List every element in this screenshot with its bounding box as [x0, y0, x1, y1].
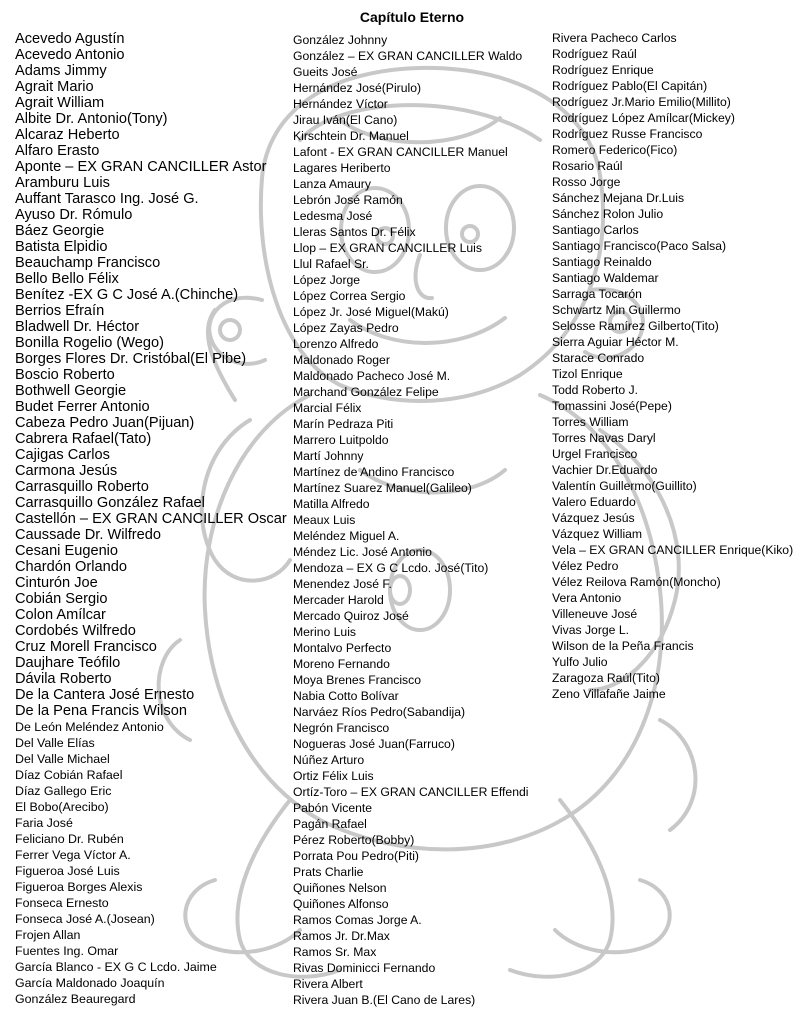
name-entry: Matilla Alfredo: [293, 497, 370, 511]
name-entry: Rivas Dominicci Fernando: [293, 961, 436, 975]
name-entry: Hernández Víctor: [293, 97, 388, 111]
name-entry: Zaragoza Raúl(Tito): [552, 671, 660, 685]
name-entry: Vázquez Jesús: [552, 511, 635, 525]
name-entry: Lagares Heriberto: [293, 161, 391, 175]
name-entry: Marín Pedraza Piti: [293, 417, 394, 431]
name-entry: Vachier Dr.Eduardo: [552, 463, 658, 477]
name-entry: Báez Georgie: [15, 223, 105, 239]
name-entry: Díaz Gallego Eric: [15, 784, 112, 798]
name-entry: Feliciano Dr. Rubén: [15, 832, 124, 846]
name-entry: Cajigas Carlos: [15, 447, 110, 463]
name-entry: Quiñones Nelson: [293, 881, 387, 895]
name-entry: Ramos Jr. Dr.Max: [293, 929, 390, 943]
name-entry: Cesani Eugenio: [15, 543, 119, 559]
name-entry: Ramos Sr. Max: [293, 945, 377, 959]
name-entry: Cobián Sergio: [15, 591, 108, 607]
name-entry: Batista Elpidio: [15, 239, 108, 255]
name-entry: Schwartz Min Guillermo: [552, 303, 681, 317]
name-entry: Romero Federico(Fico): [552, 143, 678, 157]
name-entry: Valero Eduardo: [552, 495, 636, 509]
name-entry: Maldonado Roger: [293, 353, 390, 367]
name-entry: Bladwell Dr. Héctor: [15, 319, 140, 335]
name-entry: Del Valle Michael: [15, 752, 110, 766]
name-entry: Vélez Pedro: [552, 559, 619, 573]
names-column-1: [15, 31, 287, 1007]
name-entry: Martínez Suarez Manuel(Galileo): [293, 481, 472, 495]
name-entry: Colon Amílcar: [15, 607, 106, 623]
name-entry: Vélez Reilova Ramón(Moncho): [552, 575, 721, 589]
name-entry: Alfaro Erasto: [15, 143, 100, 159]
name-entry: Rodríguez López Amílcar(Mickey): [552, 111, 735, 125]
name-entry: Ramos Comas Jorge A.: [293, 913, 422, 927]
names-column-3: [552, 30, 793, 702]
name-entry: López Jorge: [293, 273, 361, 287]
names-column-2: [293, 32, 528, 1008]
name-entry: De la Pena Francis Wilson: [15, 703, 187, 719]
name-entry: Budet Ferrer Antonio: [15, 399, 150, 415]
name-entry: Frojen Allan: [15, 928, 81, 942]
name-entry: Acevedo Antonio: [15, 47, 125, 63]
name-entry: Cinturón Joe: [15, 575, 98, 591]
name-entry: López Zayas Pedro: [293, 321, 399, 335]
name-entry: Gueits José: [293, 65, 358, 79]
name-entry: Vázquez William: [552, 527, 643, 541]
name-entry: Vera Antonio: [552, 591, 622, 605]
name-entry: Starace Conrado: [552, 351, 645, 365]
name-entry: López Correa Sergio: [293, 289, 406, 303]
name-entry: Faria José: [15, 816, 73, 830]
page-title: Capítulo Eterno: [359, 9, 465, 25]
name-entry: Rivera Pacheco Carlos: [552, 31, 677, 45]
name-entry: Marchand González Felipe: [293, 385, 439, 399]
name-entry: Ferrer Vega Víctor A.: [15, 848, 131, 862]
name-entry: Pagán Rafael: [293, 817, 367, 831]
name-entry: Cabeza Pedro Juan(Pijuan): [15, 415, 195, 431]
name-entry: Selosse Ramírez Gilberto(Tito): [552, 319, 719, 333]
name-entry: Agrait William: [15, 95, 105, 111]
name-entry: Meaux Luis: [293, 513, 356, 527]
name-entry: El Bobo(Arecibo): [15, 800, 109, 814]
name-entry: Cordobés Wilfredo: [15, 623, 136, 639]
name-entry: Agrait Mario: [15, 79, 94, 95]
name-entry: Cabrera Rafael(Tato): [15, 431, 152, 447]
name-entry: Santiago Carlos: [552, 223, 639, 237]
name-entry: Caussade Dr. Wilfredo: [15, 527, 161, 543]
name-entry: Bello Bello Félix: [15, 271, 119, 287]
name-entry: Yulfo Julio: [552, 655, 608, 669]
name-entry: Quiñones Alfonso: [293, 897, 389, 911]
name-entry: Acevedo Agustín: [15, 31, 125, 47]
name-entry: Moya Brenes Francisco: [293, 673, 422, 687]
name-entry: García Maldonado Joaquín: [15, 976, 165, 990]
name-entry: Albite Dr. Antonio(Tony): [15, 111, 168, 127]
name-entry: Prats Charlie: [293, 865, 364, 879]
name-entry: Sarraga Tocarón: [552, 287, 642, 301]
name-entry: Zeno Villafañe Jaime: [552, 687, 666, 701]
name-entry: Rodríguez Enrique: [552, 63, 654, 77]
name-entry: Figueroa José Luis: [15, 864, 120, 878]
name-entry: Lleras Santos Dr. Félix: [293, 225, 416, 239]
name-entry: Martí Johnny: [293, 449, 364, 463]
name-entry: Pérez Roberto(Bobby): [293, 833, 415, 847]
name-entry: Lorenzo Alfredo: [293, 337, 379, 351]
name-entry: Sánchez Rolon Julio: [552, 207, 664, 221]
name-entry: Merino Luis: [293, 625, 356, 639]
name-entry: Berrios Efraín: [15, 303, 105, 319]
name-entry: Fuentes Ing. Omar: [15, 944, 119, 958]
name-entry: Rosso Jorge: [552, 175, 621, 189]
name-entry: Fonseca José A.(Josean): [15, 912, 155, 926]
name-entry: Carrasquillo González Rafael: [15, 495, 205, 511]
name-entry: Kirschtein Dr. Manuel: [293, 129, 409, 143]
name-entry: Santiago Francisco(Paco Salsa): [552, 239, 727, 253]
name-entry: González Johnny: [293, 33, 388, 47]
name-entry: Llul Rafael Sr.: [293, 257, 369, 271]
name-entry: Beauchamp Francisco: [15, 255, 161, 271]
name-entry: Rodríguez Raúl: [552, 47, 637, 61]
name-entry: Montalvo Perfecto: [293, 641, 392, 655]
name-entry: Vivas Jorge L.: [552, 623, 630, 637]
name-entry: Wilson de la Peña Francis: [552, 639, 694, 653]
name-entry: Rodríguez Pablo(El Capitán): [552, 79, 708, 93]
name-entry: Santiago Reinaldo: [552, 255, 652, 269]
name-entry: Porrata Pou Pedro(Piti): [293, 849, 419, 863]
name-entry: Chardón Orlando: [15, 559, 127, 575]
name-entry: Sierra Aguiar Héctor M.: [552, 335, 679, 349]
name-entry: Auffant Tarasco Ing. José G.: [15, 191, 199, 207]
name-entry: Torres Navas Daryl: [552, 431, 656, 445]
name-entry: Rosario Raúl: [552, 159, 623, 173]
name-entry: Boscio Roberto: [15, 367, 115, 383]
name-entry: Mercado Quiroz José: [293, 609, 409, 623]
name-entry: Bothwell Georgie: [15, 383, 127, 399]
name-entry: Rivera Juan B.(El Cano de Lares): [293, 993, 476, 1007]
name-entry: Rodríguez Jr.Mario Emilio(Millito): [552, 95, 731, 109]
name-entry: Ayuso Dr. Rómulo: [15, 207, 133, 223]
name-entry: Carmona Jesús: [15, 463, 118, 479]
name-entry: Villeneuve José: [552, 607, 638, 621]
name-entry: Vela – EX GRAN CANCILLER Enrique(Kiko): [552, 543, 794, 557]
name-entry: Llop – EX GRAN CANCILLER Luis: [293, 241, 482, 255]
name-entry: García Blanco - EX G C Lcdo. Jaime: [15, 960, 217, 974]
name-entry: Castellón – EX GRAN CANCILLER Oscar: [15, 511, 287, 527]
name-entry: López Jr. José Miguel(Makú): [293, 305, 449, 319]
name-entry: Aramburu Luis: [15, 175, 110, 191]
name-entry: Carrasquillo Roberto: [15, 479, 149, 495]
name-entry: Narváez Ríos Pedro(Sabandija): [293, 705, 466, 719]
name-entry: Daujhare Teófilo: [15, 655, 121, 671]
name-entry: Moreno Fernando: [293, 657, 390, 671]
name-entry: Bonilla Rogelio (Wego): [15, 335, 164, 351]
name-entry: Benítez -EX G C José A.(Chinche): [15, 287, 239, 303]
name-entry: Menendez José F.: [293, 577, 392, 591]
name-entry: González – EX GRAN CANCILLER Waldo: [293, 49, 523, 63]
name-entry: Mendoza – EX G C Lcdo. José(Tito): [293, 561, 489, 575]
name-entry: Tizol Enrique: [552, 367, 623, 381]
name-entry: Adams Jimmy: [15, 63, 107, 79]
name-entry: Nogueras José Juan(Farruco): [293, 737, 455, 751]
name-entry: Lebrón José Ramón: [293, 193, 403, 207]
name-entry: Nabia Cotto Bolívar: [293, 689, 399, 703]
name-entry: Fonseca Ernesto: [15, 896, 109, 910]
name-entry: Aponte – EX GRAN CANCILLER Astor: [15, 159, 267, 175]
name-entry: Urgel Francisco: [552, 447, 638, 461]
name-entry: Figueroa Borges Alexis: [15, 880, 143, 894]
name-entry: Ledesma José: [293, 209, 373, 223]
name-entry: Todd Roberto J.: [552, 383, 639, 397]
name-entry: González Beauregard: [15, 992, 136, 1006]
name-entry: Marrero Luitpoldo: [293, 433, 389, 447]
name-entry: Rodríguez Russe Francisco: [552, 127, 703, 141]
name-entry: Ortíz-Toro – EX GRAN CANCILLER Effendi: [293, 785, 529, 799]
name-entry: Tomassini José(Pepe): [552, 399, 672, 413]
name-entry: Meléndez Miguel A.: [293, 529, 400, 543]
name-entry: Rivera Albert: [293, 977, 363, 991]
name-entry: Del Valle Elías: [15, 736, 95, 750]
name-entry: Negrón Francisco: [293, 721, 390, 735]
name-entry: De León Meléndez Antonio: [15, 720, 164, 734]
name-entry: Lanza Amaury: [293, 177, 371, 191]
name-entry: Cruz Morell Francisco: [15, 639, 157, 655]
name-entry: Díaz Cobián Rafael: [15, 768, 123, 782]
name-entry: Mercader Harold: [293, 593, 384, 607]
name-entry: Santiago Waldemar: [552, 271, 659, 285]
name-entry: Marcial Félix: [293, 401, 362, 415]
name-entry: Alcaraz Heberto: [15, 127, 120, 143]
name-entry: Martínez de Andino Francisco: [293, 465, 455, 479]
name-entry: Dávila Roberto: [15, 671, 112, 687]
name-entry: Maldonado Pacheco José M.: [293, 369, 451, 383]
name-entry: Torres William: [552, 415, 629, 429]
name-entry: Borges Flores Dr. Cristóbal(El Pibe): [15, 351, 247, 367]
name-entry: Valentín Guillermo(Guillito): [552, 479, 697, 493]
name-entry: Hernández José(Pirulo): [293, 81, 422, 95]
name-entry: Jirau Iván(El Cano): [293, 113, 398, 127]
name-entry: Sánchez Mejana Dr.Luis: [552, 191, 685, 205]
name-entry: Ortiz Félix Luis: [293, 769, 374, 783]
name-entry: Pabón Vicente: [293, 801, 373, 815]
name-entry: Méndez Lic. José Antonio: [293, 545, 432, 559]
name-entry: Núñez Arturo: [293, 753, 365, 767]
name-entry: Lafont - EX GRAN CANCILLER Manuel: [293, 145, 508, 159]
name-entry: De la Cantera José Ernesto: [15, 687, 195, 703]
